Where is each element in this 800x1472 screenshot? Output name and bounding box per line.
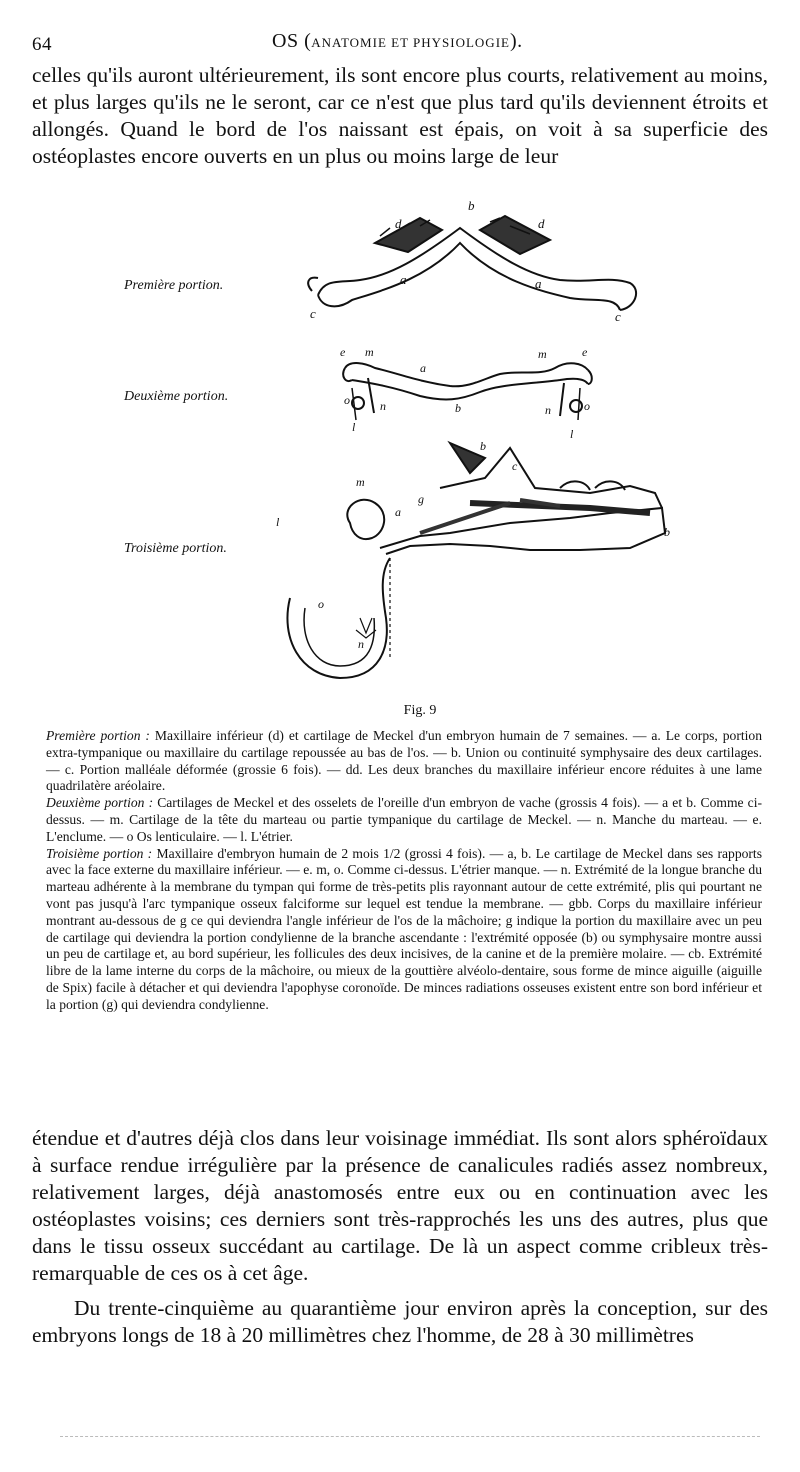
troisieme-portion-drawing <box>287 443 665 678</box>
letter: l <box>276 515 280 529</box>
figure-caption: Fig. 9 <box>403 703 437 718</box>
letter: b <box>664 525 670 539</box>
legend-premiere-label: Première portion : <box>46 728 150 743</box>
running-title-main: OS ( <box>272 30 312 52</box>
legend-deuxieme-text: Cartilages de Meckel et des osselets de l'oreille d'un embryon de vache (grossis 4 fois). — a et b. Comme ci-dessus. — m. Cartilage de la tête du marteau ou partie tympanique du cartilage de Meckel. — n. Manche du marteau. — e. L'enclume. — o Os lenticulaire. — l. L'étrier. <box>46 795 762 844</box>
legend-deuxieme <box>46 795 762 845</box>
bottom-paragraph-1: étendue et d'autres déjà clos dans leur voisinage immédiat. Ils sont alors sphéroïdaux à surface rendue irrégulière par la présence de canalicules radiés assez nombreux, relativement larges, déjà anastomosés entre eux ou en continuation avec les ostéoplastes voisins; ces derniers sont très-rapprochés les uns des autres, plus que dans le tissu osseux succédant au cartilage. De là un aspect comme cribleux très-remarquable de ces os à cet âge. <box>32 1126 768 1285</box>
letter: b <box>480 439 486 453</box>
letter: d <box>538 216 545 231</box>
label-troisieme-portion: Troisième portion. <box>124 541 227 556</box>
running-title <box>272 30 523 53</box>
letter: l <box>352 420 356 434</box>
letter: c <box>512 459 518 473</box>
label-deuxieme-portion: Deuxième portion. <box>124 389 229 404</box>
letter: o <box>584 399 590 413</box>
letter: n <box>380 399 386 413</box>
letter: o <box>318 597 324 611</box>
top-paragraph-text: celles qu'ils auront ultérieurement, ils sont encore plus courts, relativement au moins, et plus larges qu'ils ne le seront, car ce n'est que plus tard qu'ils deviennent étroits et allongés. Quand le bord de l'os naissant est épais, on voit à sa superficie des ostéoplastes encore ouverts en un plus ou moins large de leur <box>32 63 768 168</box>
letter: e <box>340 345 346 359</box>
letter: l <box>570 427 574 441</box>
premiere-portion-drawing <box>308 216 636 310</box>
letter: b <box>455 401 461 415</box>
letter: o <box>344 393 350 407</box>
page-bottom-divider <box>60 1436 760 1437</box>
bottom-paragraph-2: Du trente-cinquième au quarantième jour environ après la conception, sur des embryons longs de 18 à 20 millimètres chez l'homme, de 28 à 30 millimètres <box>32 1296 768 1347</box>
running-header <box>32 30 772 60</box>
letter: e <box>582 345 588 359</box>
letter: b <box>468 198 475 213</box>
premiere-portion-letters <box>310 198 621 324</box>
running-title-end: ). <box>509 30 523 52</box>
letter: a <box>535 276 542 291</box>
deuxieme-portion-letters <box>340 345 590 441</box>
letter: g <box>418 492 424 506</box>
top-paragraph <box>32 62 768 170</box>
letter: n <box>545 403 551 417</box>
letter: a <box>395 505 401 519</box>
letter: a <box>400 272 407 287</box>
legend-premiere-text: Maxillaire inférieur (d) et cartilage de Meckel d'un embryon humain de 7 semaines. — a. Le corps, portion extra-tympanique ou maxillaire du cartilage repoussée au bas de l'os. — b. Union ou continuité symphysaire des deux cartilages. — c. Portion malléale déformée (grossie 6 fois). — dd. Les deux branches du maxillaire inférieur encore réduites à une lame quadrilatère aréolaire. <box>46 728 762 794</box>
label-premiere-portion: Première portion. <box>124 278 224 293</box>
letter: d <box>395 216 402 231</box>
page-number: 64 <box>32 34 52 55</box>
anatomical-drawing <box>90 188 690 708</box>
legend-troisieme-label: Troisième portion : <box>46 845 153 861</box>
letter: c <box>310 306 316 321</box>
letter: m <box>538 347 547 361</box>
legend-troisieme-text: Maxillaire d'embryon humain de 2 mois 1/2 (grossi 4 fois). — a, b. Le cartilage de Meckel dans ses rapports avec la face externe du maxillaire inférieur. — e. m, o. Comme ci-dessus. L'étrier manque. — n. Extrémité de la longue branche du marteau adhérente à la membrane du tympan qui forme de très-petits plis rayonnant autour de cette extrémité, plis qui pourtant ne vont pas jusqu'à l'arc tympanique osseux falciforme sur lequel est tendue la membrane. — gbb. Corps du maxillaire inférieur montrant au-dessous de g ce qui deviendra l'angle inférieur de l'os de la mâchoire; g indique la portion du maxillaire avec un peu de cartilage qui deviendra la portion condylienne de la branche ascendante : l'extrémité opposée (b) ou symphysaire montre aussi un peu de cartilage et, au bord supérieur, les follicules des deux incisives, de la canine et de la première molaire. — cb. Extrémité libre de la lame interne du corps de la mâchoire, ou mieux de la gouttière alvéolo-dentaire, sous forme de mince aiguille (aiguille de Spix) facile à détacher et qui deviendra l'apophyse coronoïde. De minces radiations osseuses existent entre son bord inférieur et la portion (g) qui deviendra condylienne. <box>46 845 763 1012</box>
figure-legend <box>46 728 762 1014</box>
legend-deuxieme-label: Deuxième portion : <box>46 795 154 811</box>
letter: m <box>365 345 374 359</box>
letter: n <box>358 637 364 651</box>
running-title-small: ANATOMIE ET PHYSIOLOGIE <box>311 35 510 50</box>
letter: a <box>420 361 426 375</box>
letter: m <box>356 475 365 489</box>
legend-premiere <box>46 728 762 795</box>
legend-troisieme <box>46 846 762 1014</box>
letter: c <box>615 309 621 324</box>
figure-9 <box>90 188 690 708</box>
bottom-text <box>32 1125 768 1349</box>
